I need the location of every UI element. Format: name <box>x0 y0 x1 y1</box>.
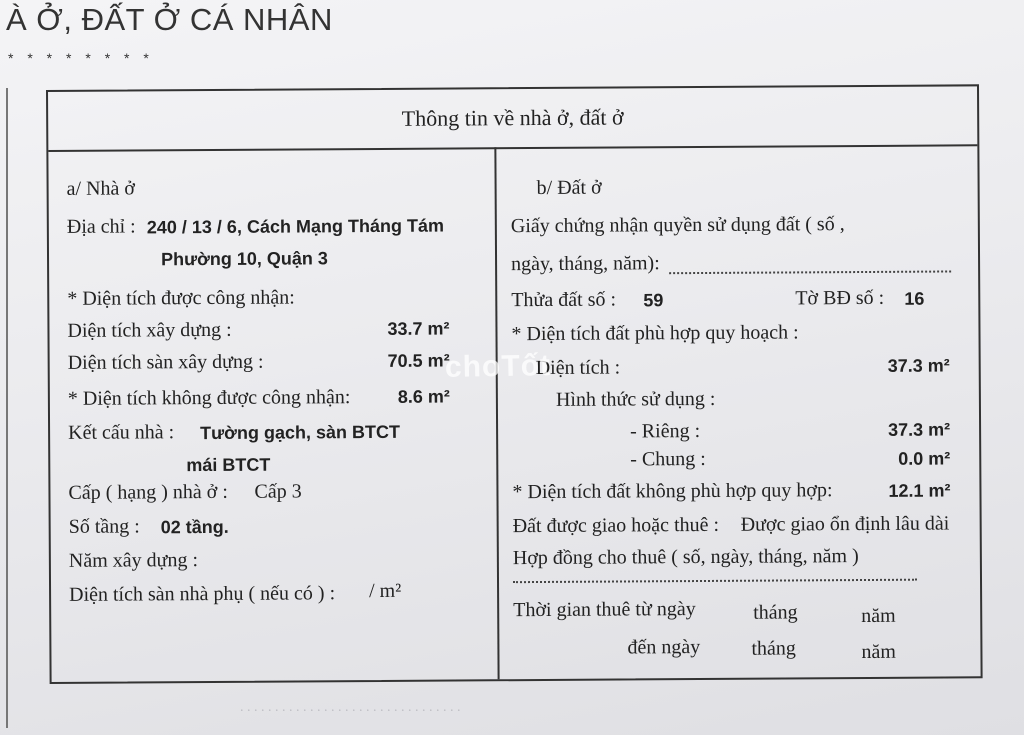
structure-label: Kết cấu nhà : <box>68 421 175 444</box>
unrecognized-area-value: 8.6 m² <box>397 386 450 407</box>
floor-area-label: Diện tích sàn xây dựng : <box>67 350 264 374</box>
info-table <box>46 84 983 684</box>
structure-value-line-2: mái BTCT <box>186 454 271 476</box>
nonconforming-area-value: 12.1 m² <box>888 480 951 501</box>
lease-contract-label: Hợp đồng cho thuê ( số, ngày, tháng, năm ) <box>512 545 859 570</box>
usage-form-label: Hình thức sử dụng : <box>555 387 716 411</box>
map-sheet-label: Tờ BĐ số : <box>795 286 885 310</box>
certificate-dotted-line <box>669 270 951 274</box>
auxiliary-area-value: / m² <box>368 579 402 603</box>
left-margin-rule <box>6 88 8 728</box>
auxiliary-area-label: Diện tích sàn nhà phụ ( nếu có ) : <box>69 582 336 606</box>
star-divider: * * * * * * * * <box>8 50 154 66</box>
watermark-logo: choTốt <box>444 349 552 384</box>
lease-contract-dotted-line <box>513 579 917 583</box>
nonconforming-area-label: * Diện tích đất không phù hợp quy hợp: <box>512 479 833 504</box>
area-value: 37.3 m² <box>887 355 950 376</box>
grade-value: Cấp 3 <box>254 480 302 503</box>
certificate-label-line-1: Giấy chứng nhận quyền sử dụng đất ( số , <box>510 213 845 238</box>
column-divider <box>494 147 499 679</box>
floors-label: Số tầng : <box>68 515 140 538</box>
page-title: À Ở, ĐẤT Ở CÁ NHÂN <box>6 2 333 37</box>
lease-from-label: Thời gian thuê từ ngày <box>513 598 696 622</box>
lease-to-label: đến ngày <box>627 636 701 659</box>
planned-area-label: * Diện tích đất phù hợp quy hoạch : <box>511 321 799 346</box>
year-built-label: Năm xây dựng : <box>68 549 199 572</box>
grade-label: Cấp ( hạng ) nhà ở : <box>68 480 228 504</box>
floor-area-value: 70.5 m² <box>387 350 450 371</box>
allocation-label: Đất được giao hoặc thuê : <box>512 513 720 538</box>
parcel-value: 59 <box>643 290 664 311</box>
private-value: 37.3 m² <box>887 419 951 440</box>
certificate-label-line-2: ngày, tháng, năm): <box>511 252 660 276</box>
map-sheet-value: 16 <box>904 288 925 309</box>
address-line-2: Phường 10, Quận 3 <box>160 248 328 270</box>
shared-label: - Chung : <box>630 447 706 471</box>
address-line-1: 240 / 13 / 6, Cách Mạng Tháng Tám <box>146 215 444 238</box>
building-area-label: Diện tích xây dựng : <box>67 318 232 342</box>
shared-value: 0.0 m² <box>898 448 951 469</box>
floors-value: 02 tầng. <box>160 516 229 538</box>
section-title: Thông tin về nhà ở, đất ở <box>48 86 977 152</box>
unrecognized-area-label: * Diện tích không được công nhận: <box>67 386 351 410</box>
allocation-value: Được giao ổn định lâu dài <box>740 512 950 536</box>
recognized-area-label: * Diện tích được công nhận: <box>67 286 295 310</box>
structure-value-line-1: Tường gạch, sàn BTCT <box>200 421 400 444</box>
private-label: - Riêng : <box>630 420 701 443</box>
house-heading: a/ Nhà ở <box>66 177 136 200</box>
parcel-label: Thửa đất số : <box>511 288 617 312</box>
address-label: Địa chỉ : <box>66 215 136 238</box>
lease-to-year-label: năm <box>861 640 896 664</box>
bleed-through-text: . . . . . . . . . . . . . . . . . . . . . . . . . . . . . . . . <box>240 700 461 715</box>
lease-from-month-label: tháng <box>753 601 798 624</box>
area-label: Diện tích : <box>535 356 621 380</box>
lease-from-year-label: năm <box>861 604 896 628</box>
building-area-value: 33.7 m² <box>387 318 450 339</box>
lease-to-month-label: tháng <box>751 637 796 660</box>
land-heading: b/ Đất ở <box>536 176 602 200</box>
